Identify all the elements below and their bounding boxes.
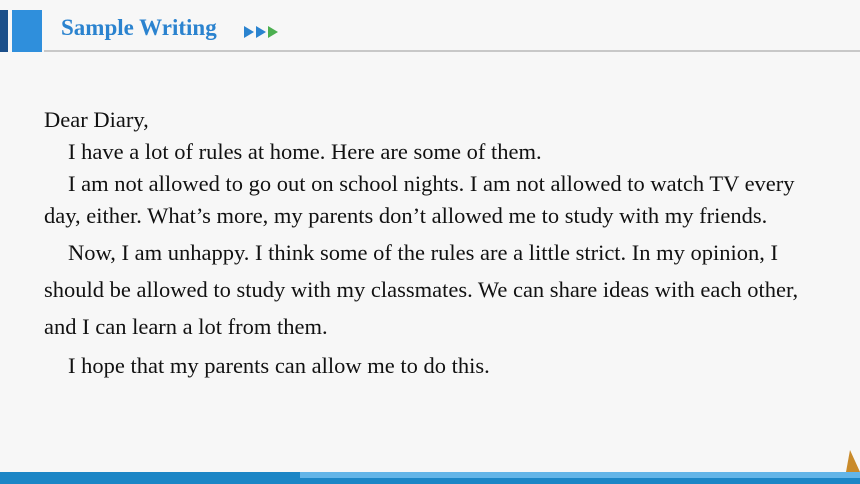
- footer-bar-highlight: [300, 472, 860, 478]
- letter-paragraph: I am not allowed to go out on school nights. I am not allowed to watch TV every day, either. What’s more, my parents don’t allowed me to study with my friends.: [44, 171, 795, 228]
- letter-paragraph: Now, I am unhappy. I think some of the rules are a little strict. In my opinion, I should be allowed to study with my classmates. We can share ideas with each other, and I can learn a lot from them.: [44, 240, 799, 339]
- letter-paragraph: I have a lot of rules at home. Here are some of them.: [68, 139, 542, 164]
- page-title: Sample Writing: [61, 15, 217, 40]
- header-accent-bar-light: [12, 10, 42, 52]
- letter-greeting: Dear Diary,: [44, 107, 149, 132]
- diary-letter: [44, 104, 834, 382]
- letter-paragraph: I hope that my parents can allow me to do this.: [68, 353, 490, 378]
- triple-play-arrows-icon: [244, 25, 280, 39]
- header-divider: [44, 50, 860, 52]
- slide-header: [0, 0, 860, 52]
- header-accent-bar-dark: [0, 10, 8, 52]
- page-corner-icon: [846, 450, 860, 472]
